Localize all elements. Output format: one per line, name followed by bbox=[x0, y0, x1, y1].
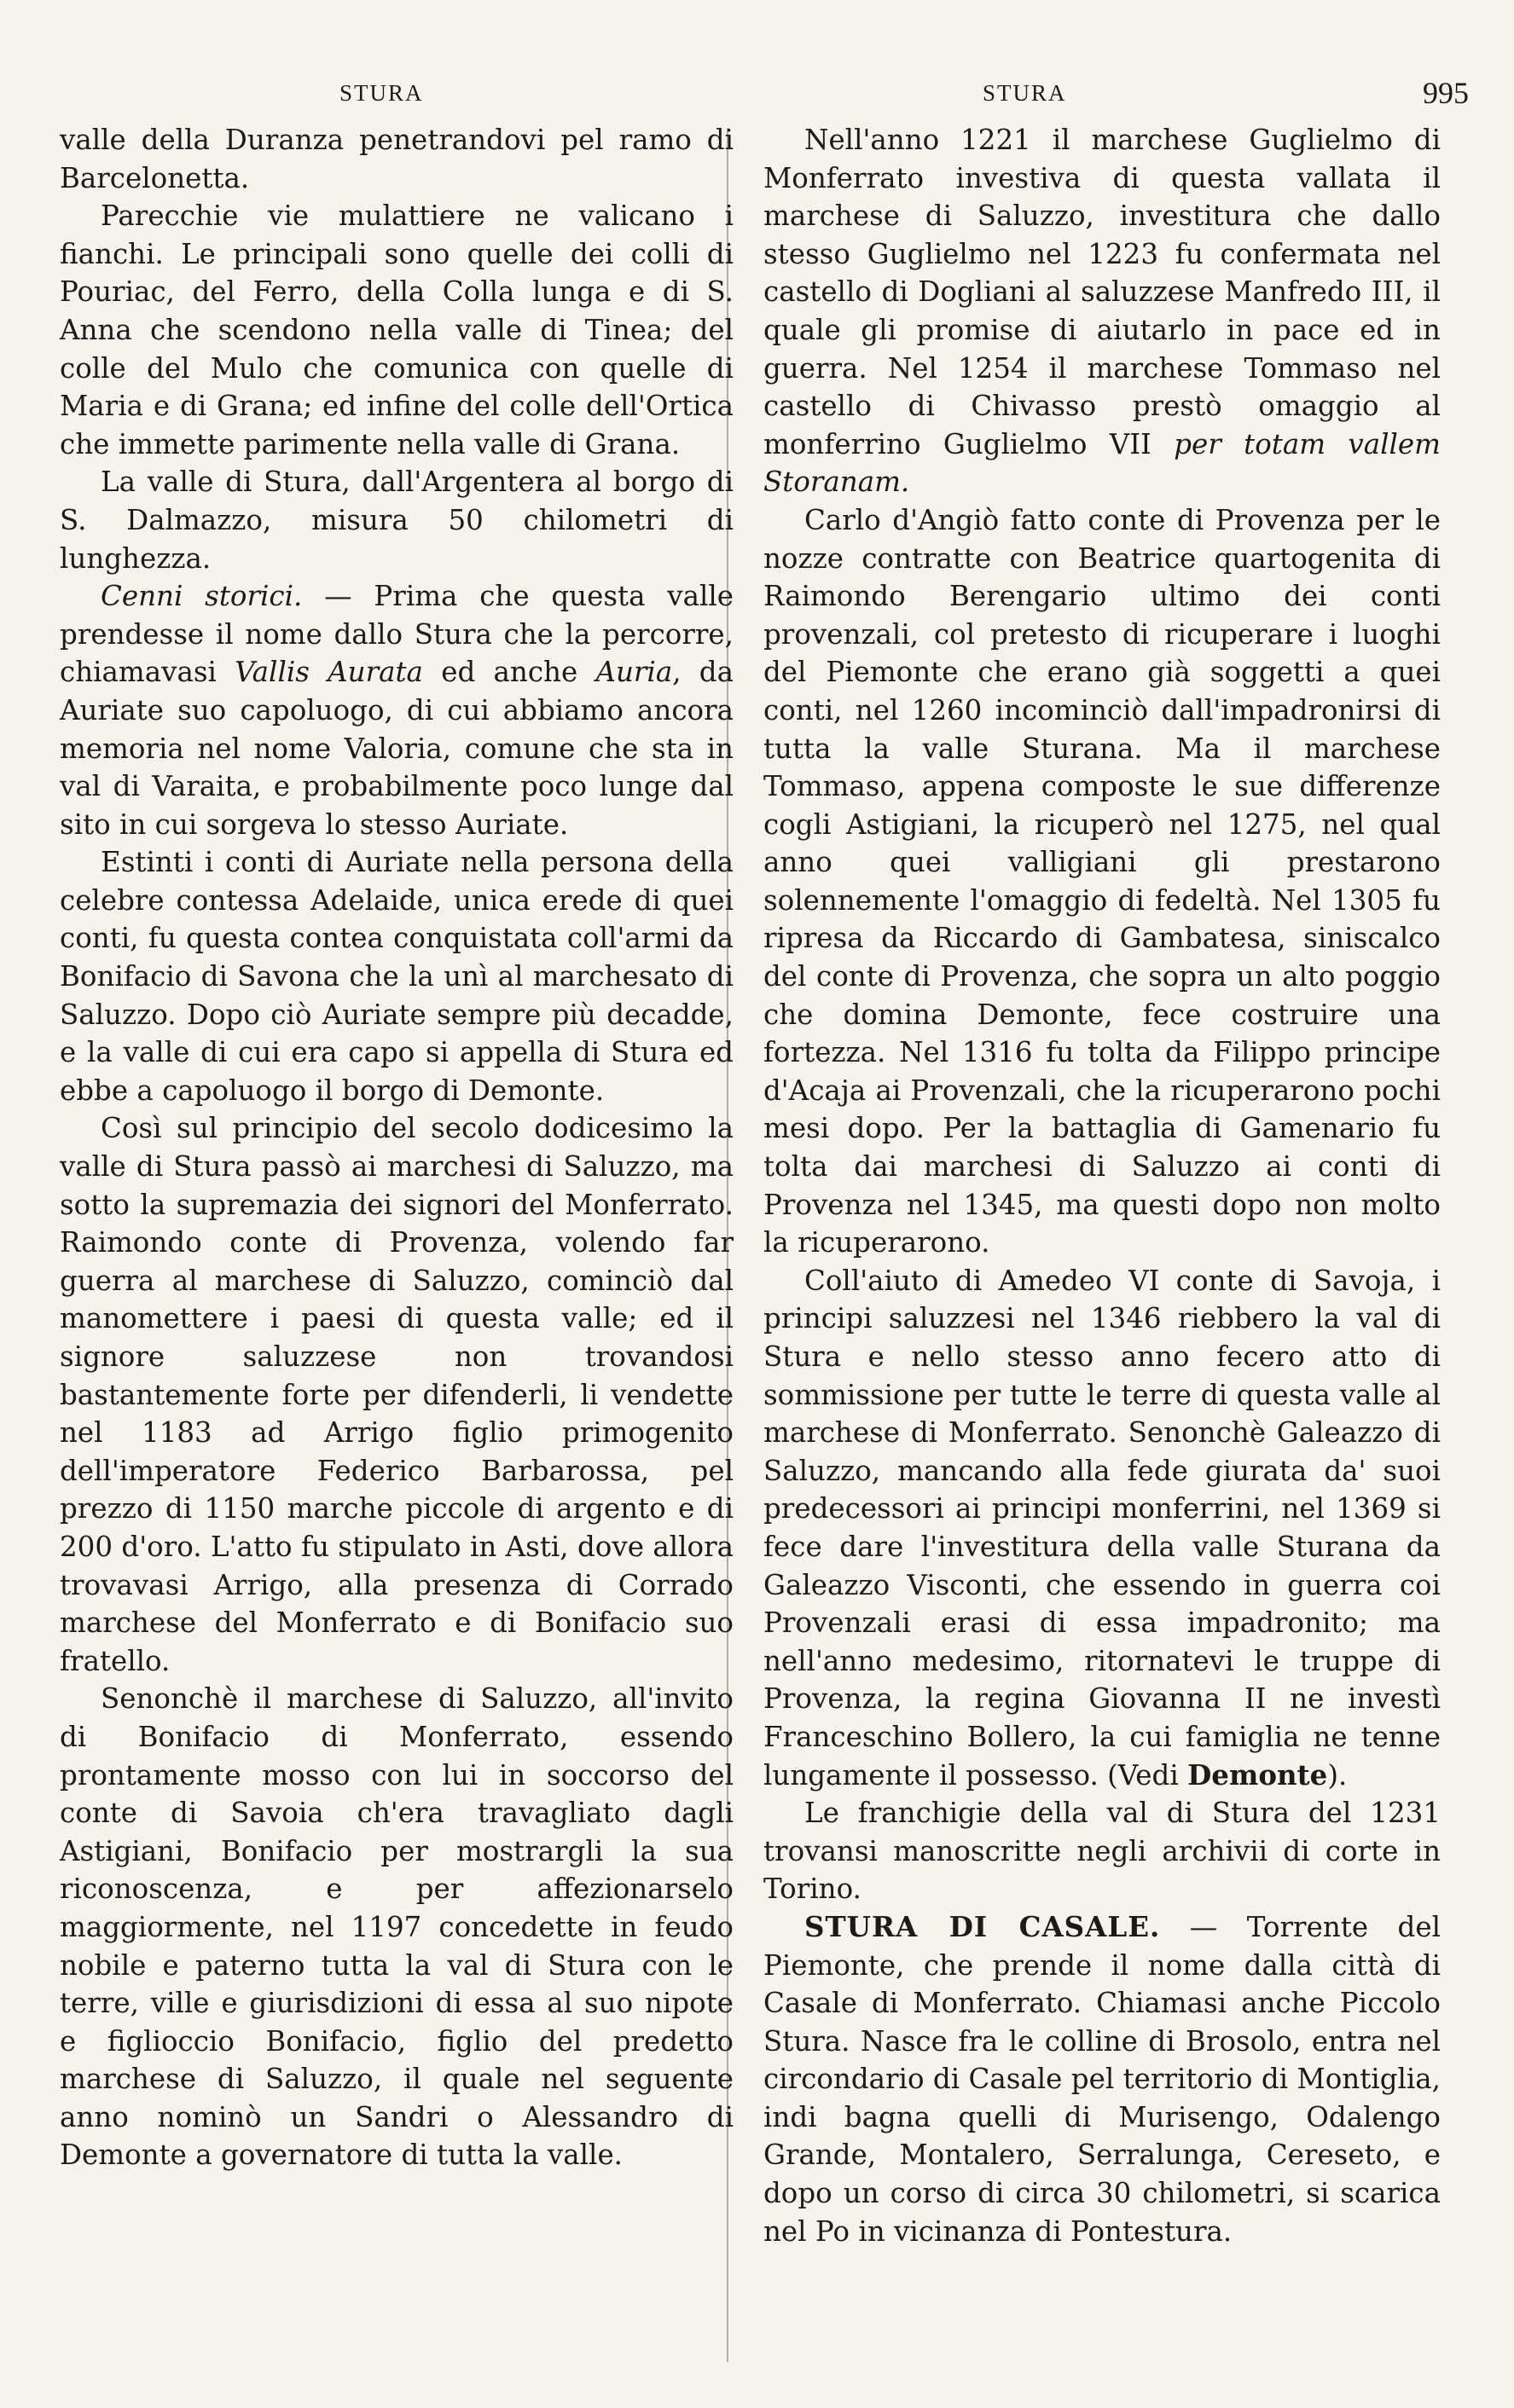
entry-heading-stura-di-casale: STURA DI CASALE. bbox=[804, 1909, 1161, 1943]
page-header bbox=[0, 76, 1514, 114]
section-heading-cenni-storici: Cenni storici. bbox=[101, 580, 303, 613]
paragraph: Senonchè il marchese di Saluzzo, all'invito di Bonifacio di Monferrato, essendo prontamente mosso con lui in soccorso del conte di Savoia ch'era travagliato dagli Astigiani, Bonifacio per mostrargli la sua riconoscenza, e per affezionarselo maggiormente, nel 1197 concedette in feudo nobile e paterno tutta la val di Stura con le terre, ville e giurisdizioni di essa al suo nipote e figlioccio Bonifacio, figlio del predetto marchese di Saluzzo, il quale nel seguente anno nominò un Sandri o Alessandro di Demonte a governatore di tutta la valle. bbox=[60, 1682, 734, 2172]
paragraph: Le franchigie della val di Stura del 1231 trovansi manoscritte negli archivii di corte in Torino. bbox=[763, 1797, 1441, 1906]
text-run: — Torrente del Piemonte, che prende il nome dalla città di Casale di Monferrato. Chiamasi anche Piccolo Stura. Nasce fra le colline di Brosolo, entra nel circondario di Casale pel territorio di Montiglia, indi bagna quelli di Murisengo, Odalengo Grande, Montalero, Serralunga, Cereseto, e dopo un corso di circa 30 chilometri, si scarica nel Po in vicinanza di Pontestura. bbox=[763, 1910, 1441, 2248]
paragraph: Così sul principio del secolo dodicesimo la valle di Stura passò ai marchesi di Saluzzo, ma sotto la supremazia dei signori del Monferrato. Raimondo conte di Provenza, volendo far guerra al marchese di Saluzzo, cominciò dal manomettere i paesi di questa valle; ed il signore saluzzese non trovandosi bastantemente forte per difenderli, li vendette nel 1183 ad Arrigo figlio primogenito dell'imperatore Federico Barbarossa, pel prezzo di 1150 marche piccole di argento e di 200 d'oro. L'atto fu stipulato in Asti, dove allora trovavasi Arrigo, alla presenza di Corrado marchese del Monferrato e di Bonifacio suo fratello. bbox=[60, 1112, 734, 1677]
paragraph: valle della Duranza penetrandovi pel ramo di Barcelonetta. bbox=[60, 124, 734, 194]
left-column bbox=[60, 121, 734, 2174]
paragraph: Carlo d'Angiò fatto conte di Provenza per le nozze contratte con Beatrice quartogenita di Raimondo Berengario ultimo dei conti provenzali, col pretesto di ricuperare i luoghi del Piemonte che erano già soggetti a quei conti, nel 1260 incominciò dall'impadronirsi di tutta la valle Sturana. Ma il marchese Tommaso, appena composte le sue differenze cogli Astigiani, la ricuperò nel 1275, nel qual anno quei valligiani gli prestarono solennemente l'omaggio di fedeltà. Nel 1305 fu ripresa da Riccardo di Gambatesa, siniscalco del conte di Provenza, che sopra un alto poggio che domina Demonte, fece costruire una fortezza. Nel 1316 fu tolta da Filippo principe d'Acaja ai Provenzali, che la ricuperarono pochi mesi dopo. Per la battaglia di Gamenario fu tolta dai marchesi di Saluzzo ai conti di Provenza nel 1345, ma questi dopo non molto la ricuperarono. bbox=[763, 503, 1441, 1259]
text-run: ed anche bbox=[422, 656, 596, 689]
paragraph: Estinti i conti di Auriate nella persona della celebre contessa Adelaide, unica erede di quei conti, fu questa contea conquistata coll'armi da Bonifacio di Savona che la unì al marchesato di Saluzzo. Dopo ciò Auriate sempre più decadde, e la valle di cui era capo si appella di Stura ed ebbe a capoluogo il borgo di Demonte. bbox=[60, 846, 734, 1107]
text-run: Coll'aiuto di Amedeo VI conte di Savoja, i principi saluzzesi nel 1346 riebbero la val di Stura e nello stesso anno fecero atto di sommissione per tutte le terre di questa valle al marchese di Monferrato. Senonchè Galeazzo di Saluzzo, mancando alla fede giurata da' suoi predecessori ai principi monferrini, nel 1369 si fece dare l'investitura della valle Sturana da Galeazzo Visconti, che essendo in guerra coi Provenzali erasi di essa impadronito; ma nell'anno medesimo, ritornatevi le truppe di Provenza, la regina Giovanna II ne investì Franceschino Bollero, la cui famiglia ne tenne lungamente il possesso. (Vedi bbox=[763, 1264, 1441, 1792]
text-run: ). bbox=[1327, 1758, 1348, 1792]
paragraph bbox=[763, 1908, 1441, 2250]
running-head-right: STURA bbox=[983, 80, 1067, 106]
text-run: , da Auriate suo capoluogo, di cui abbiamo ancora memoria nel nome Valoria, comune che sta in val di Varaita, e probabilmente poco lunge dal sito in cui sorgeva lo stesso Auriate. bbox=[60, 656, 734, 841]
paragraph: Parecchie vie mulattiere ne valicano i fianchi. Le principali sono quelle dei colli di Pouriac, del Ferro, della Colla lunga e di S. Anna che scendono nella valle di Tinea; del colle del Mulo che comunica con quelle di Maria e di Grana; ed infine del colle dell'Ortica che immette parimente nella valle di Grana. bbox=[60, 200, 734, 460]
latin-term: Auria bbox=[595, 656, 673, 689]
paragraph bbox=[763, 1262, 1441, 1794]
paragraph bbox=[60, 577, 734, 843]
text-run: Nell'anno 1221 il marchese Guglielmo di Monferrato investiva di questa vallata il marchese di Saluzzo, investitura che dallo stesso Guglielmo nel 1223 fu confermata nel castello di Dogliani al saluzzese Manfredo III, il quale gli promise di aiutarlo in pace ed in guerra. Nel 1254 il marchese Tommaso nel castello di Chivasso prestò omaggio al monferrino Guglielmo VII bbox=[763, 124, 1441, 460]
page-number: 995 bbox=[1423, 76, 1469, 110]
text-run: — Prima che questa valle prendesse il nome dallo Stura che la percorre, chiamavasi bbox=[60, 580, 734, 689]
paragraph: La valle di Stura, dall'Argentera al borgo di S. Dalmazzo, misura 50 chilometri di lunghezza. bbox=[60, 466, 734, 575]
right-column bbox=[763, 121, 1441, 2250]
cross-reference: Demonte bbox=[1187, 1757, 1328, 1792]
latin-phrase: per totam vallem Storanam. bbox=[763, 427, 1441, 499]
running-head-left: STURA bbox=[339, 80, 424, 106]
latin-term: Vallis Aurata bbox=[235, 656, 423, 689]
paragraph bbox=[763, 121, 1441, 501]
